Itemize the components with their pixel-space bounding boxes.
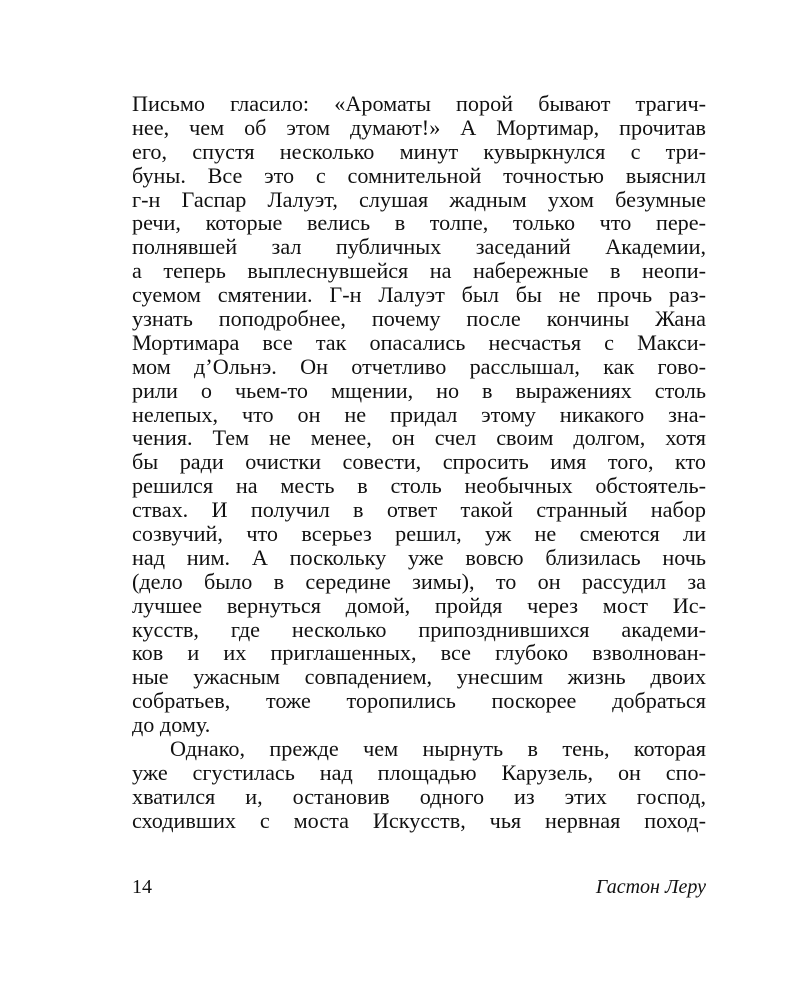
text-line: ков и их приглашенных, все глубоко взволнован- (132, 640, 706, 666)
text-line: бы ради очистки совести, спросить имя того, кто (132, 449, 706, 475)
text-line: нее, чем об этом думают!» А Мортимар, прочитав (132, 114, 706, 140)
text-line: хватился и, остановив одного из этих господ, (132, 783, 706, 809)
text-line: Письмо гласило: «Ароматы порой бывают трагич- (132, 91, 706, 116)
text-line: (дело было в середине зимы), то он рассудил за (132, 568, 706, 594)
text-line: рили о чьем-то мщении, но в выражениях столь (132, 377, 706, 403)
text-line: мом д’Ольнэ. Он отчетливо расслышал, как гово- (132, 353, 706, 379)
text-line: ствах. И получил в ответ такой странный набор (132, 497, 706, 523)
text-line: буны. Все это с сомнительной точностью выяснил (132, 162, 706, 188)
text-line: суемом смятении. Г-н Лалуэт был бы не прочь раз- (132, 282, 706, 308)
page-number: 14 (132, 876, 152, 898)
text-line: над ним. А поскольку уже вовсю близилась ночь (132, 544, 706, 570)
body-text (132, 92, 706, 833)
text-line: уже сгустилась над площадью Карузель, он спо- (132, 759, 706, 785)
paragraph-2 (132, 737, 706, 833)
text-line: речи, которые велись в толпе, только что пере- (132, 210, 706, 236)
text-line: Мортимара все так опасались несчастья с Макси- (132, 329, 706, 355)
text-line: решился на месть в столь необычных обстоятель- (132, 473, 706, 499)
text-line: собратьев, тоже торопились поскорее добраться (132, 688, 706, 714)
text-line: созвучий, что всерьез решил, уж не смеются ли (132, 521, 706, 547)
text-line: г-н Гаспар Лалуэт, слушая жадным ухом безумные (132, 186, 706, 212)
text-line: кусств, где несколько припозднившихся академи- (132, 616, 706, 642)
text-line: а теперь выплеснувшейся на набережные в неопи- (132, 258, 706, 284)
text-line: лучшее вернуться домой, пройдя через мост Ис- (132, 592, 706, 618)
text-line: полнявшей зал публичных заседаний Академии, (132, 234, 706, 260)
text-line: Однако, прежде чем нырнуть в тень, которая (170, 736, 706, 762)
text-line: чения. Тем не менее, он счел своим долгом, хотя (132, 425, 706, 451)
text-line: узнать поподробнее, почему после кончины Жана (132, 306, 706, 332)
paragraph-1 (132, 92, 706, 737)
text-line: до дому. (132, 712, 211, 738)
text-line: ные ужасным совпадением, унесшим жизнь двоих (132, 664, 706, 690)
running-footer-author: Гастон Леру (595, 876, 706, 898)
text-line: нелепых, что он не придал этому никакого зна- (132, 401, 706, 427)
text-line: сходивших с моста Искусств, чья нервная поход- (132, 807, 706, 833)
text-line: его, спустя несколько минут кувыркнулся с три- (132, 138, 706, 164)
